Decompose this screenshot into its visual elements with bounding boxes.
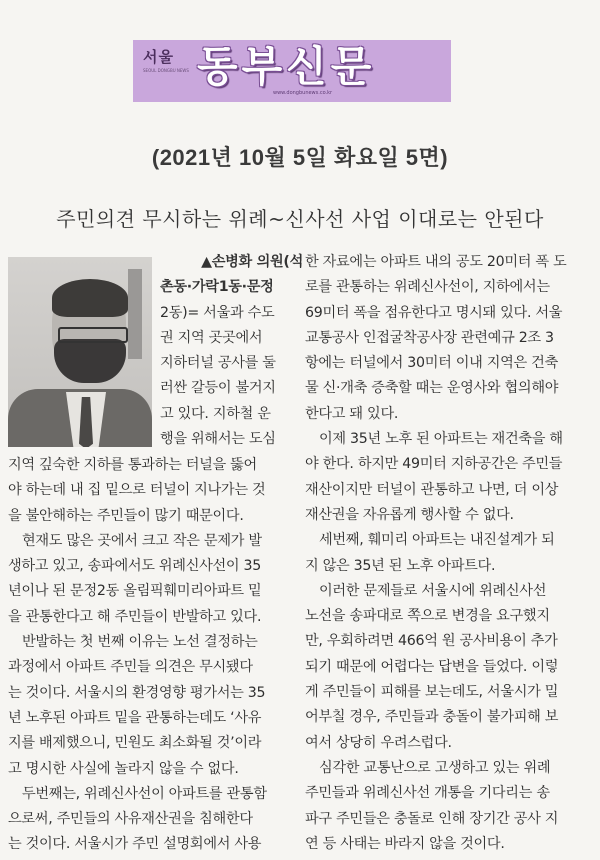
article-text-line: 69미터 폭을 점유한다고 명시돼 있다. 서울 (305, 304, 563, 321)
article-byline-line: 촌동·가락1동·문정 (160, 279, 274, 296)
newspaper-masthead (133, 40, 451, 102)
article-text-line: 한다고 돼 있다. (305, 405, 399, 422)
article-text-line: 야 한다. 하지만 49미터 지하공간은 주민들 (305, 456, 563, 473)
publication-dateline: (2021년 10월 5일 화요일 5면) (151, 145, 449, 170)
article-text-line: 2동)= 서울과 수도 (160, 304, 275, 321)
article-byline-line: ▲손병화 의원(석 (201, 254, 303, 270)
article-text-line: 지역 깊숙한 지하를 통과하는 터널을 뚫어 (8, 457, 257, 473)
article-text-line: 만, 우회하려면 466억 원 공사비용이 추가 (305, 633, 558, 650)
article-text-line: 으로써, 주민들의 사유재산권을 침해한다 (8, 811, 253, 828)
masthead-title: 동부신문 (197, 42, 376, 91)
article-text-line: 이러한 문제들로 서울시에 위례신사선 (319, 582, 547, 599)
article-column-left (8, 453, 304, 858)
article-text-line: 생하고 있고, 송파에서도 위례신사선이 35 (8, 558, 261, 575)
article-text-line: 연 등 사태는 바라지 않을 것이다. (305, 835, 505, 852)
photo-face-mask (54, 339, 126, 383)
article-text-line: 고 명시한 사실에 놀라지 않을 수 없다. (8, 760, 239, 777)
photo-hair (52, 279, 128, 317)
article-text-line: 물 신·개축 증축할 때는 운영사와 협의해야 (305, 380, 559, 397)
article-text-line: 러싼 갈등이 불거지 (160, 380, 276, 397)
article-text-line: 심각한 교통난으로 고생하고 있는 위례 (319, 759, 551, 776)
article-text-line: 어부칠 경우, 주민들과 충돌이 불가피해 보 (305, 709, 559, 726)
masthead-city-sub: SEOUL DONGBU NEWS (143, 68, 189, 73)
article-text-line: 지 않은 35년 된 노후 아파트다. (305, 557, 496, 574)
article-text-line: 년 노후된 아파트 밑을 관통하는데도 ‘사유 (8, 709, 262, 726)
article-text-line: 을 불안해하는 주민들이 많기 때문이다. (8, 507, 244, 524)
article-column-right (305, 250, 593, 857)
article-text-line: 는 것이다. 서울시가 주민 설명회에서 사용 (8, 836, 262, 853)
article-headline: 주민의견 무시하는 위례~신사선 사업 이대로는 안된다 (56, 207, 544, 231)
article-text-line: 을 관통한다고 해 주민들이 반발하고 있다. (8, 608, 262, 625)
article-text-line: 년이나 된 문정2동 올림픽훼미리아파트 밑 (8, 583, 262, 600)
article-text-line: 는 것이다. 서울시의 환경영향 평가서는 35 (8, 684, 266, 701)
article-text-line: 되기 때문에 어렵다는 답변을 들었다. 이렇 (305, 658, 559, 675)
article-column-left-top (160, 250, 303, 452)
article-text-line: 재산권을 자유롭게 행사할 수 없다. (305, 506, 514, 523)
article-text-line: 교통공사 인접굴착공사장 관련예규 2조 3 (305, 329, 554, 346)
article-text-line: 노선을 송파대로 쪽으로 변경을 요구했지 (305, 608, 550, 625)
article-text-line: 지를 배제했으니, 민원도 최소화될 것’이라 (8, 735, 262, 752)
masthead-url: www.dongbunews.co.kr (273, 90, 333, 96)
article-text-line: 행을 위해서는 도심 (160, 431, 276, 448)
article-text-line: 이제 35년 노후 된 아파트는 재건축을 해 (319, 431, 563, 448)
photo-glasses (58, 327, 128, 343)
photo-background-pole (128, 269, 142, 359)
article-text-line: 세번째, 훼미리 아파트는 내진설계가 되 (319, 532, 555, 549)
article-text-line: 파구 주민들은 충돌로 인해 장기간 공사 지 (305, 810, 559, 827)
article-text-line: 한 자료에는 아파트 내의 공도 20미터 폭 도 (305, 254, 567, 270)
article-text-line: 과정에서 아파트 주민들 의견은 무시됐다 (8, 659, 253, 676)
article-text-line: 두번째는, 위례신사선이 아파트를 관통함 (22, 785, 267, 802)
author-photo (8, 257, 152, 447)
article-text-line: 현재도 많은 곳에서 크고 작은 문제가 발 (22, 532, 262, 549)
article-text-line: 고 있다. 지하철 운 (160, 405, 271, 422)
article-text-line: 주민들과 위례신사선 개통을 기다리는 송 (305, 785, 550, 802)
article-text-line: 반발하는 첫 번째 이유는 노선 결정하는 (22, 634, 258, 651)
article-text-line: 권 지역 곳곳에서 (160, 329, 263, 346)
article-text-line: 재산이지만 터널이 관통하고 나면, 더 이상 (305, 481, 559, 498)
article-text-line: 로를 관통하는 위례신사선이, 지하에서는 (305, 279, 550, 296)
masthead-city: 서울 (143, 48, 174, 66)
article-text-line: 항에는 터널에서 30미터 이내 지역은 건축 (305, 355, 558, 372)
article-text-line: 게 주민들이 피해를 보는데도, 서울시가 밀 (305, 684, 559, 701)
article-text-line: 지하터널 공사를 둘 (160, 355, 276, 372)
article-text-line: 여서 상당히 우려스럽다. (305, 734, 452, 751)
article-text-line: 야 하는데 내 집 밑으로 터널이 지나가는 것 (8, 482, 266, 499)
